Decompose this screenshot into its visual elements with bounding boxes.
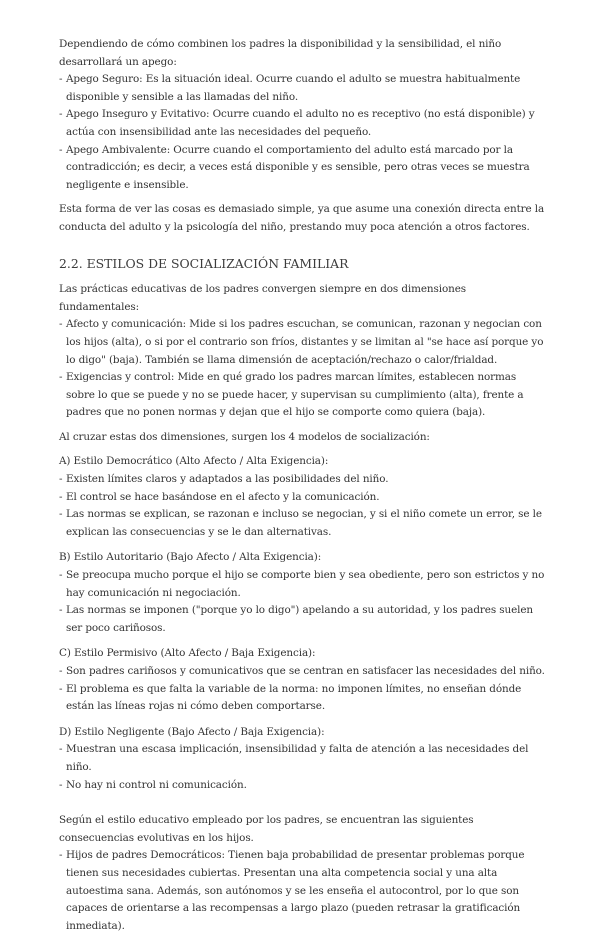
list-item: - El control se hace basándose en el afecto y la comunicación. <box>59 489 548 507</box>
list-item: - Muestran una escasa implicación, insensibilidad y falta de atención a las necesidades del niño. <box>59 741 548 776</box>
intro-lead: Dependiendo de cómo combinen los padres la disponibilidad y la sensibilidad, el niño desarrollará un apego: <box>59 38 502 68</box>
style-title: C) Estilo Permisivo (Alto Afecto / Baja Exigencia): <box>59 647 316 660</box>
dimensions-lead: Las prácticas educativas de los padres convergen siempre en dos dimensiones fundamentales: <box>59 283 466 313</box>
list-item: - Apego Inseguro y Evitativo: Ocurre cuando el adulto no es receptivo (no está disponible) y actúa con insensibilidad ante las necesidades del pequeño. <box>59 106 548 141</box>
style-title: D) Estilo Negligente (Bajo Afecto / Baja Exigencia): <box>59 725 325 738</box>
style-permissive <box>59 645 548 715</box>
list-item: - Afecto y comunicación: Mide si los padres escuchan, se comunican, razonan y negocian con los hijos (alta), o si por el contrario son fríos, distantes y se limitan al "se hace así porque yo lo digo" (baja). También se llama dimensión de aceptación/rechazo o calor/frialdad. <box>59 316 548 369</box>
list-item: - Apego Seguro: Es la situación ideal. Ocurre cuando el adulto se muestra habitualmente disponible y sensible a las llamadas del niño. <box>59 71 548 106</box>
critique-paragraph: Esta forma de ver las cosas es demasiado simple, ya que asume una conexión directa entre la conducta del adulto y la psicología del niño, prestando muy poca atención a otros factores. <box>59 203 545 233</box>
section-heading: 2.2. ESTILOS DE SOCIALIZACIÓN FAMILIAR <box>59 255 349 271</box>
list-item: - Las normas se imponen ("porque yo lo digo") apelando a su autoridad, y los padres suelen ser poco cariñosos. <box>59 602 548 637</box>
list-item: - No hay ni control ni comunicación. <box>59 777 548 795</box>
list-item: - Exigencias y control: Mide en qué grado los padres marcan límites, establecen normas sobre lo que se puede y no se puede hacer, y supervisan su cumplimiento (alta), frente a padres que no ponen normas y dejan que el hijo se comporte como quiera (baja). <box>59 369 548 422</box>
list-item: - Las normas se explican, se razonan e incluso se negocian, y si el niño comete un error, se le explican las consecuencias y se le dan alternativas. <box>59 506 548 541</box>
style-negligent <box>59 724 548 794</box>
list-item: - El problema es que falta la variable de la norma: no imponen límites, no enseñan dónde están las líneas rojas ni cómo deben comportarse. <box>59 681 548 716</box>
style-list <box>59 741 548 794</box>
attachment-list <box>59 71 548 194</box>
list-item: - Se preocupa mucho porque el hijo se comporte bien y sea obediente, pero son estrictos y no hay comunicación ni negociación. <box>59 567 548 602</box>
style-title: A) Estilo Democrático (Alto Afecto / Alta Exigencia): <box>59 455 329 468</box>
outcomes-block <box>59 812 548 935</box>
list-item: - Son padres cariñosos y comunicativos que se centran en satisfacer las necesidades del niño. <box>59 663 548 681</box>
list-item: - Existen límites claros y adaptados a las posibilidades del niño. <box>59 471 548 489</box>
list-item: - Hijos de padres Democráticos: Tienen baja probabilidad de presentar problemas porque tienen sus necesidades cubiertas. Presentan una alta competencia social y una alta autoestima sana. Además, son autónomos y se les enseña el autocontrol, por lo que son capaces de orientarse a las recompensas a largo plazo (pueden retrasar la gratificación inmediata). <box>59 847 548 935</box>
style-list <box>59 471 548 541</box>
dimensions-block <box>59 281 548 422</box>
list-item: - Apego Ambivalente: Ocurre cuando el comportamiento del adulto está marcado por la contradicción; es decir, a veces está disponible y es sensible, pero otras veces se muestra negligente e insensible. <box>59 142 548 195</box>
style-democratic <box>59 453 548 541</box>
models-lead: Al cruzar estas dos dimensiones, surgen los 4 modelos de socialización: <box>59 430 430 443</box>
dimensions-list <box>59 316 548 422</box>
outcomes-list <box>59 847 548 935</box>
style-list <box>59 663 548 716</box>
style-authoritarian <box>59 549 548 637</box>
style-list <box>59 567 548 637</box>
outcomes-lead: Según el estilo educativo empleado por los padres, se encuentran las siguientes consecuencias evolutivas en los hijos. <box>59 814 474 844</box>
attachment-intro <box>59 36 548 194</box>
style-title: B) Estilo Autoritario (Bajo Afecto / Alta Exigencia): <box>59 551 322 564</box>
